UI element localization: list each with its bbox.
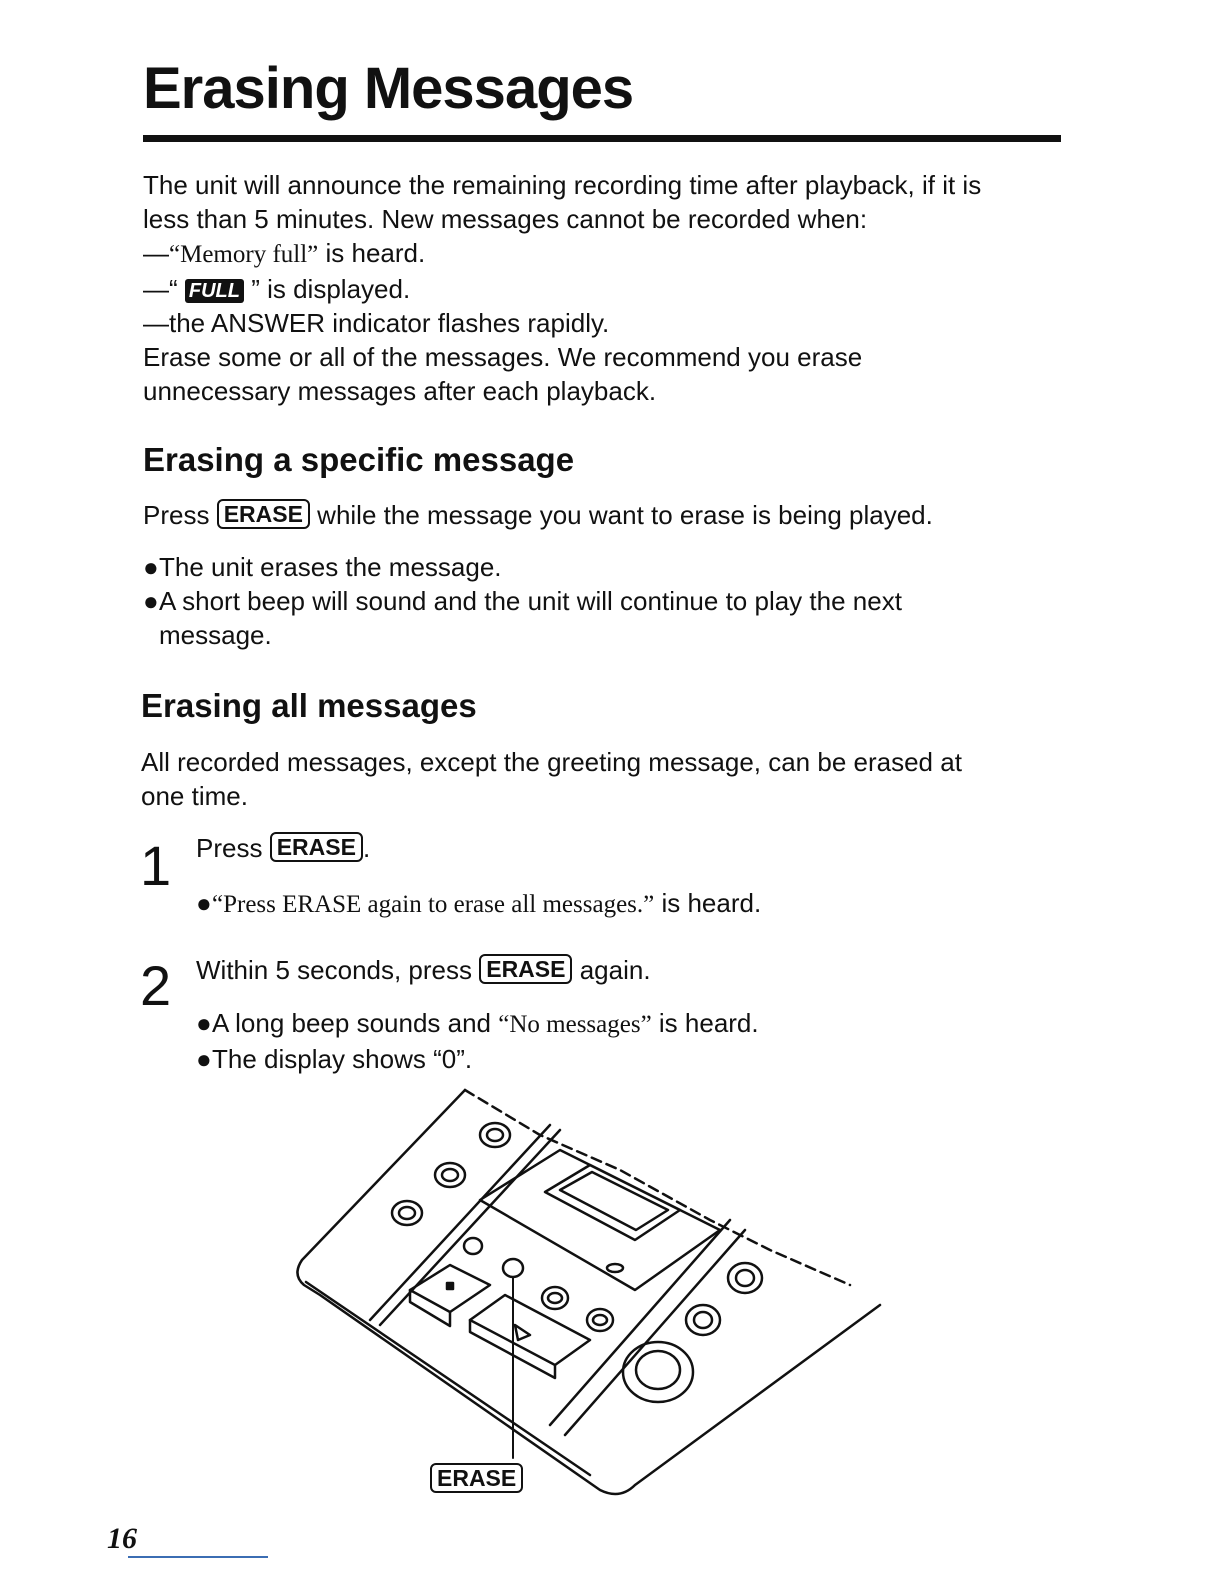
play-key-icon [470,1295,590,1365]
press-text: Press [196,833,270,863]
list-item [143,550,1043,584]
page-title: Erasing Messages [143,56,634,121]
step-1-note [196,886,761,922]
specific-instruction [143,498,933,532]
press-text: Press [143,500,217,530]
volume-button [686,1305,720,1335]
list-item [196,1042,759,1076]
step-number-1: 1 [140,834,172,897]
panel-divider [550,1220,730,1425]
title-rule [143,135,1061,142]
all-intro-line: one time. [141,781,248,811]
full-display-icon: FULL [185,279,244,303]
step-number-2: 2 [140,954,172,1017]
device-top-edge [465,1090,850,1285]
condition-memory-full [143,236,1073,272]
volume-button [728,1263,762,1293]
page-number: 16 [107,1522,137,1555]
bullet-icon: ● [196,1008,212,1038]
bullet-icon: ● [196,1044,212,1074]
heading-erasing-all: Erasing all messages [141,687,477,724]
erase-callout [430,1463,523,1493]
step-text: Within 5 seconds, press [196,955,480,985]
device-outline [297,1090,880,1494]
display-window-icon [545,1165,680,1240]
step-end: . [362,833,371,863]
note-text: A long beep sounds and [212,1008,499,1038]
skip-button [587,1309,613,1331]
memory-full-quote: “Memory full” [169,241,319,268]
condition-prefix: —“ [143,274,185,304]
bullet-continuation: message. [159,620,272,650]
step-1-instruction [196,831,370,865]
note-text: The display shows “0”. [212,1044,473,1074]
play-big-button [623,1342,693,1402]
heading-erasing-specific: Erasing a specific message [143,441,575,478]
display-inner [560,1172,668,1230]
bullet-icon: ● [196,888,212,918]
page-number-rule [128,1556,268,1558]
bullet-text: A short beep will sound and the unit will continue to play the next [159,586,902,616]
stop-symbol-icon [447,1283,453,1289]
all-intro-line: All recorded messages, except the greeting message, can be erased at [141,747,962,777]
answer-indicator-icon [607,1264,623,1272]
list-item [196,1006,759,1042]
erase-key: ERASE [270,832,363,862]
intro-line: The unit will announce the remaining recording time after playback, if it is [143,170,982,200]
condition-text: ” is displayed. [243,274,411,304]
erase-key: ERASE [217,499,310,529]
condition-answer-indicator: —the ANSWER indicator flashes rapidly. [143,308,610,338]
all-intro [141,745,1061,813]
skip-button [542,1287,568,1309]
answering-machine-illustration [290,1080,890,1500]
step-2-notes [196,1006,759,1076]
play-symbol-icon [515,1325,530,1340]
erase-key: ERASE [479,954,572,984]
panel-divider [565,1230,745,1435]
small-button [464,1238,482,1254]
note-text: is heard. [651,1008,759,1038]
instruction-rest: while the message you want to erase is being played. [309,500,933,530]
list-item [143,584,1043,618]
erase-button-icon [503,1259,523,1277]
bullet-text: The unit erases the message. [159,552,502,582]
condition-full-display [143,272,1073,306]
no-messages-quote: “No messages” [498,1011,652,1038]
step-2-instruction [196,953,651,987]
intro-line: unnecessary messages after each playback. [143,376,657,406]
step-end: again. [572,955,651,985]
function-button [392,1201,422,1225]
intro-line: less than 5 minutes. New messages cannot be recorded when: [143,204,868,234]
function-button [435,1163,465,1187]
note-rest: is heard. [654,888,762,918]
dash: — [143,238,169,268]
specific-bullets [143,550,1043,652]
erase-key-callout: ERASE [430,1463,523,1493]
condition-text: is heard. [318,238,426,268]
intro-line: Erase some or all of the messages. We recommend you erase [143,342,863,372]
prompt-quote: “Press ERASE again to erase all messages.” [212,891,655,918]
bullet-icon: ● [143,552,159,582]
intro-block [143,168,1073,408]
bullet-icon: ● [143,586,159,616]
panel-divider [380,1130,560,1325]
function-button [480,1123,510,1147]
